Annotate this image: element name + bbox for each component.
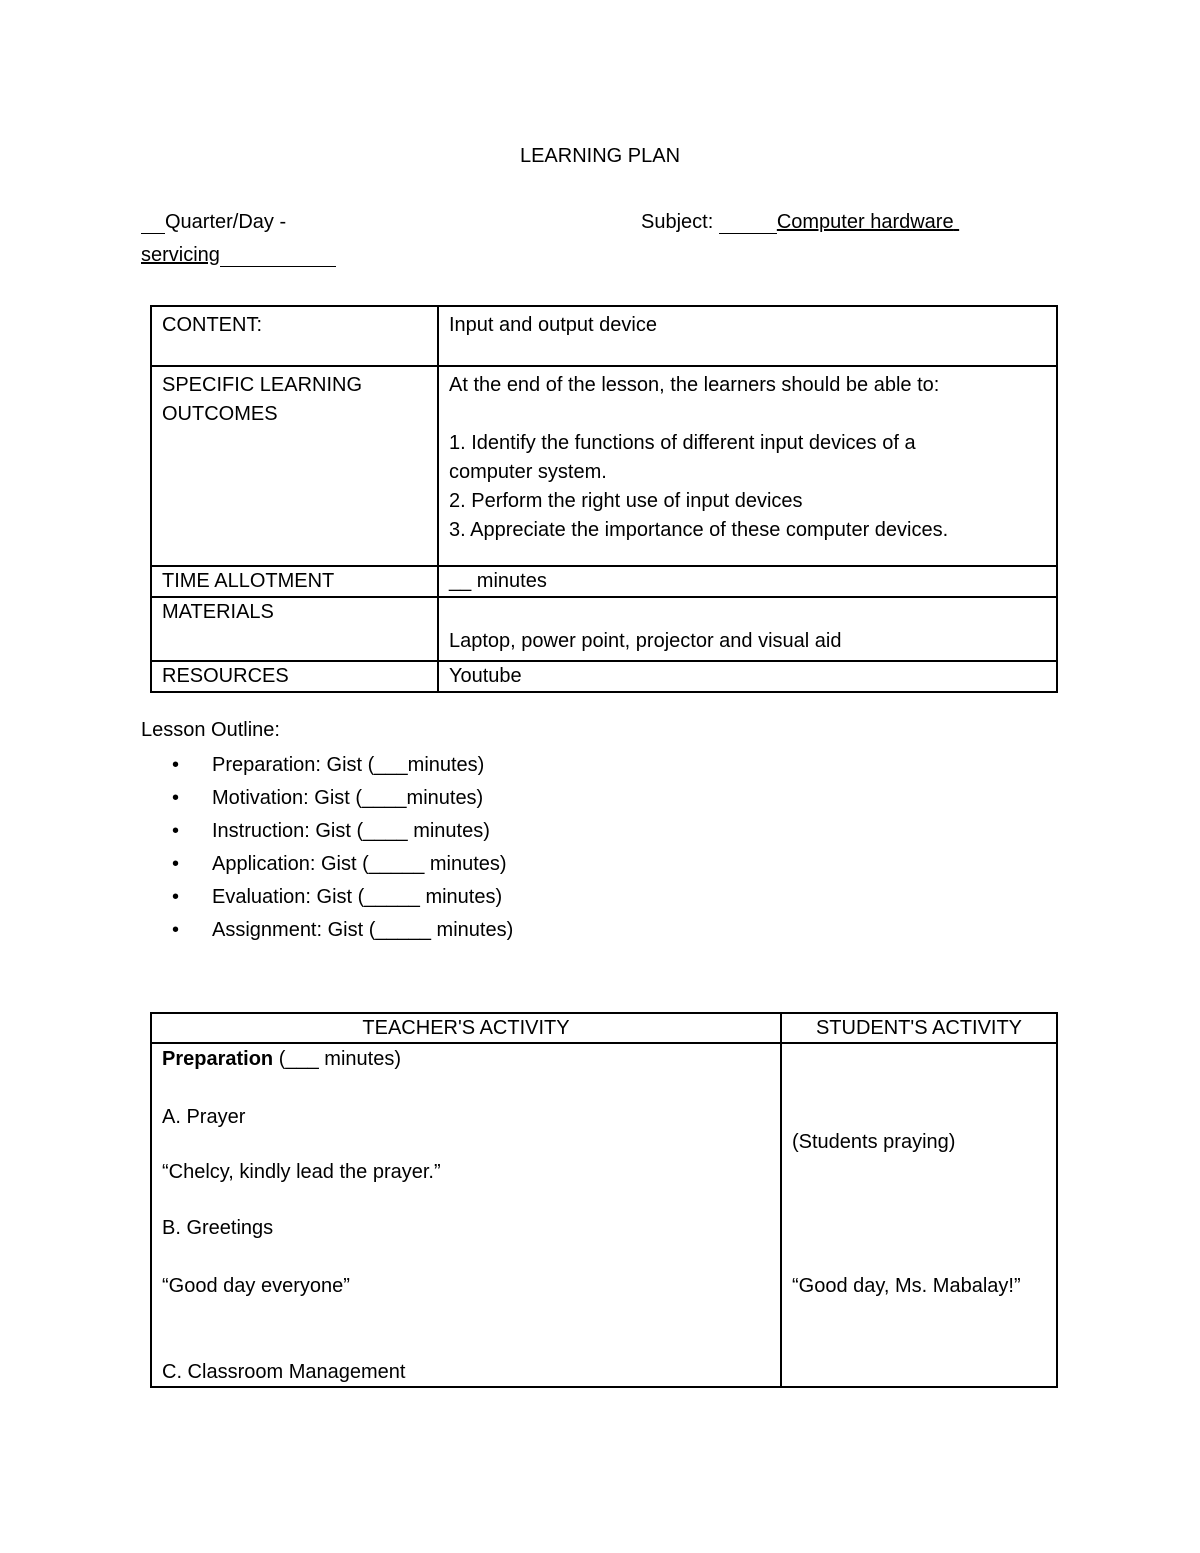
content-value: Input and output device — [438, 306, 1057, 366]
outcome-2: 2. Perform the right use of input devices — [449, 490, 803, 512]
resources-row — [151, 661, 1057, 692]
outcomes-row — [151, 366, 1057, 566]
info-table — [150, 305, 1058, 693]
prayer-quote: “Chelcy, kindly lead the prayer.” — [162, 1161, 441, 1183]
lesson-outline-list — [172, 752, 513, 950]
quarter-blank — [141, 233, 165, 234]
outcome-3: 3. Appreciate the importance of these computer devices. — [449, 519, 949, 541]
preparation-bold: Preparation — [162, 1048, 274, 1070]
quarter-continuation-line — [141, 244, 336, 267]
materials-value — [438, 597, 1057, 661]
classroom-management-heading: C. Classroom Management — [162, 1361, 406, 1383]
subject-line — [641, 211, 959, 234]
materials-label: MATERIALS — [151, 597, 438, 661]
continuation-blank — [220, 266, 336, 267]
materials-text: Laptop, power point, projector and visual aid — [449, 630, 842, 652]
outcomes-label-line-2: OUTCOMES — [162, 403, 278, 425]
quarter-line — [141, 211, 286, 234]
time-value: __ minutes — [438, 566, 1057, 597]
activity-table — [150, 1012, 1058, 1388]
greetings-quote: “Good day everyone” — [162, 1275, 350, 1297]
list-item: • Assignment: Gist (_____ minutes) — [172, 917, 513, 950]
student-greeting: “Good day, Ms. Mabalay!” — [792, 1275, 1021, 1297]
list-item: • Instruction: Gist (____ minutes) — [172, 818, 513, 851]
teacher-activity-cell — [151, 1043, 781, 1387]
greetings-heading: B. Greetings — [162, 1217, 274, 1239]
subject-label: Subject: — [641, 211, 714, 233]
subject-blank — [719, 233, 777, 234]
preparation-minutes: (___ minutes) — [273, 1048, 401, 1070]
outcomes-label-line-1: SPECIFIC LEARNING — [162, 374, 363, 396]
time-row — [151, 566, 1057, 597]
outcomes-label — [151, 366, 438, 566]
list-item: • Application: Gist (_____ minutes) — [172, 851, 513, 884]
quarter-continuation: servicing — [141, 244, 220, 266]
subject-value: Computer hardware — [776, 211, 954, 233]
content-label: CONTENT: — [151, 306, 438, 366]
activity-body-row — [151, 1043, 1057, 1387]
list-item: • Evaluation: Gist (_____ minutes) — [172, 884, 513, 917]
document-title: LEARNING PLAN — [519, 145, 681, 167]
list-item: • Motivation: Gist (____minutes) — [172, 785, 513, 818]
lesson-outline-title: Lesson Outline: — [141, 719, 280, 741]
content-row — [151, 306, 1057, 366]
student-praying: (Students praying) — [792, 1131, 956, 1153]
teacher-activity-header: TEACHER'S ACTIVITY — [151, 1013, 781, 1043]
resources-value: Youtube — [438, 661, 1057, 692]
student-activity-header: STUDENT'S ACTIVITY — [781, 1013, 1057, 1043]
time-label: TIME ALLOTMENT — [151, 566, 438, 597]
outcomes-value — [438, 366, 1057, 566]
resources-label: RESOURCES — [151, 661, 438, 692]
prayer-heading: A. Prayer — [162, 1106, 246, 1128]
outcomes-intro: At the end of the lesson, the learners should be able to: — [449, 374, 940, 396]
list-item: • Preparation: Gist (___minutes) — [172, 752, 513, 785]
student-activity-cell — [781, 1043, 1057, 1387]
materials-row — [151, 597, 1057, 661]
outcome-1: 1. Identify the functions of different input devices of a — [449, 432, 916, 454]
outcome-1-continued: computer system. — [449, 461, 607, 483]
activity-header-row — [151, 1013, 1057, 1043]
preparation-heading — [162, 1048, 401, 1071]
quarter-label: Quarter/Day - — [165, 211, 287, 233]
